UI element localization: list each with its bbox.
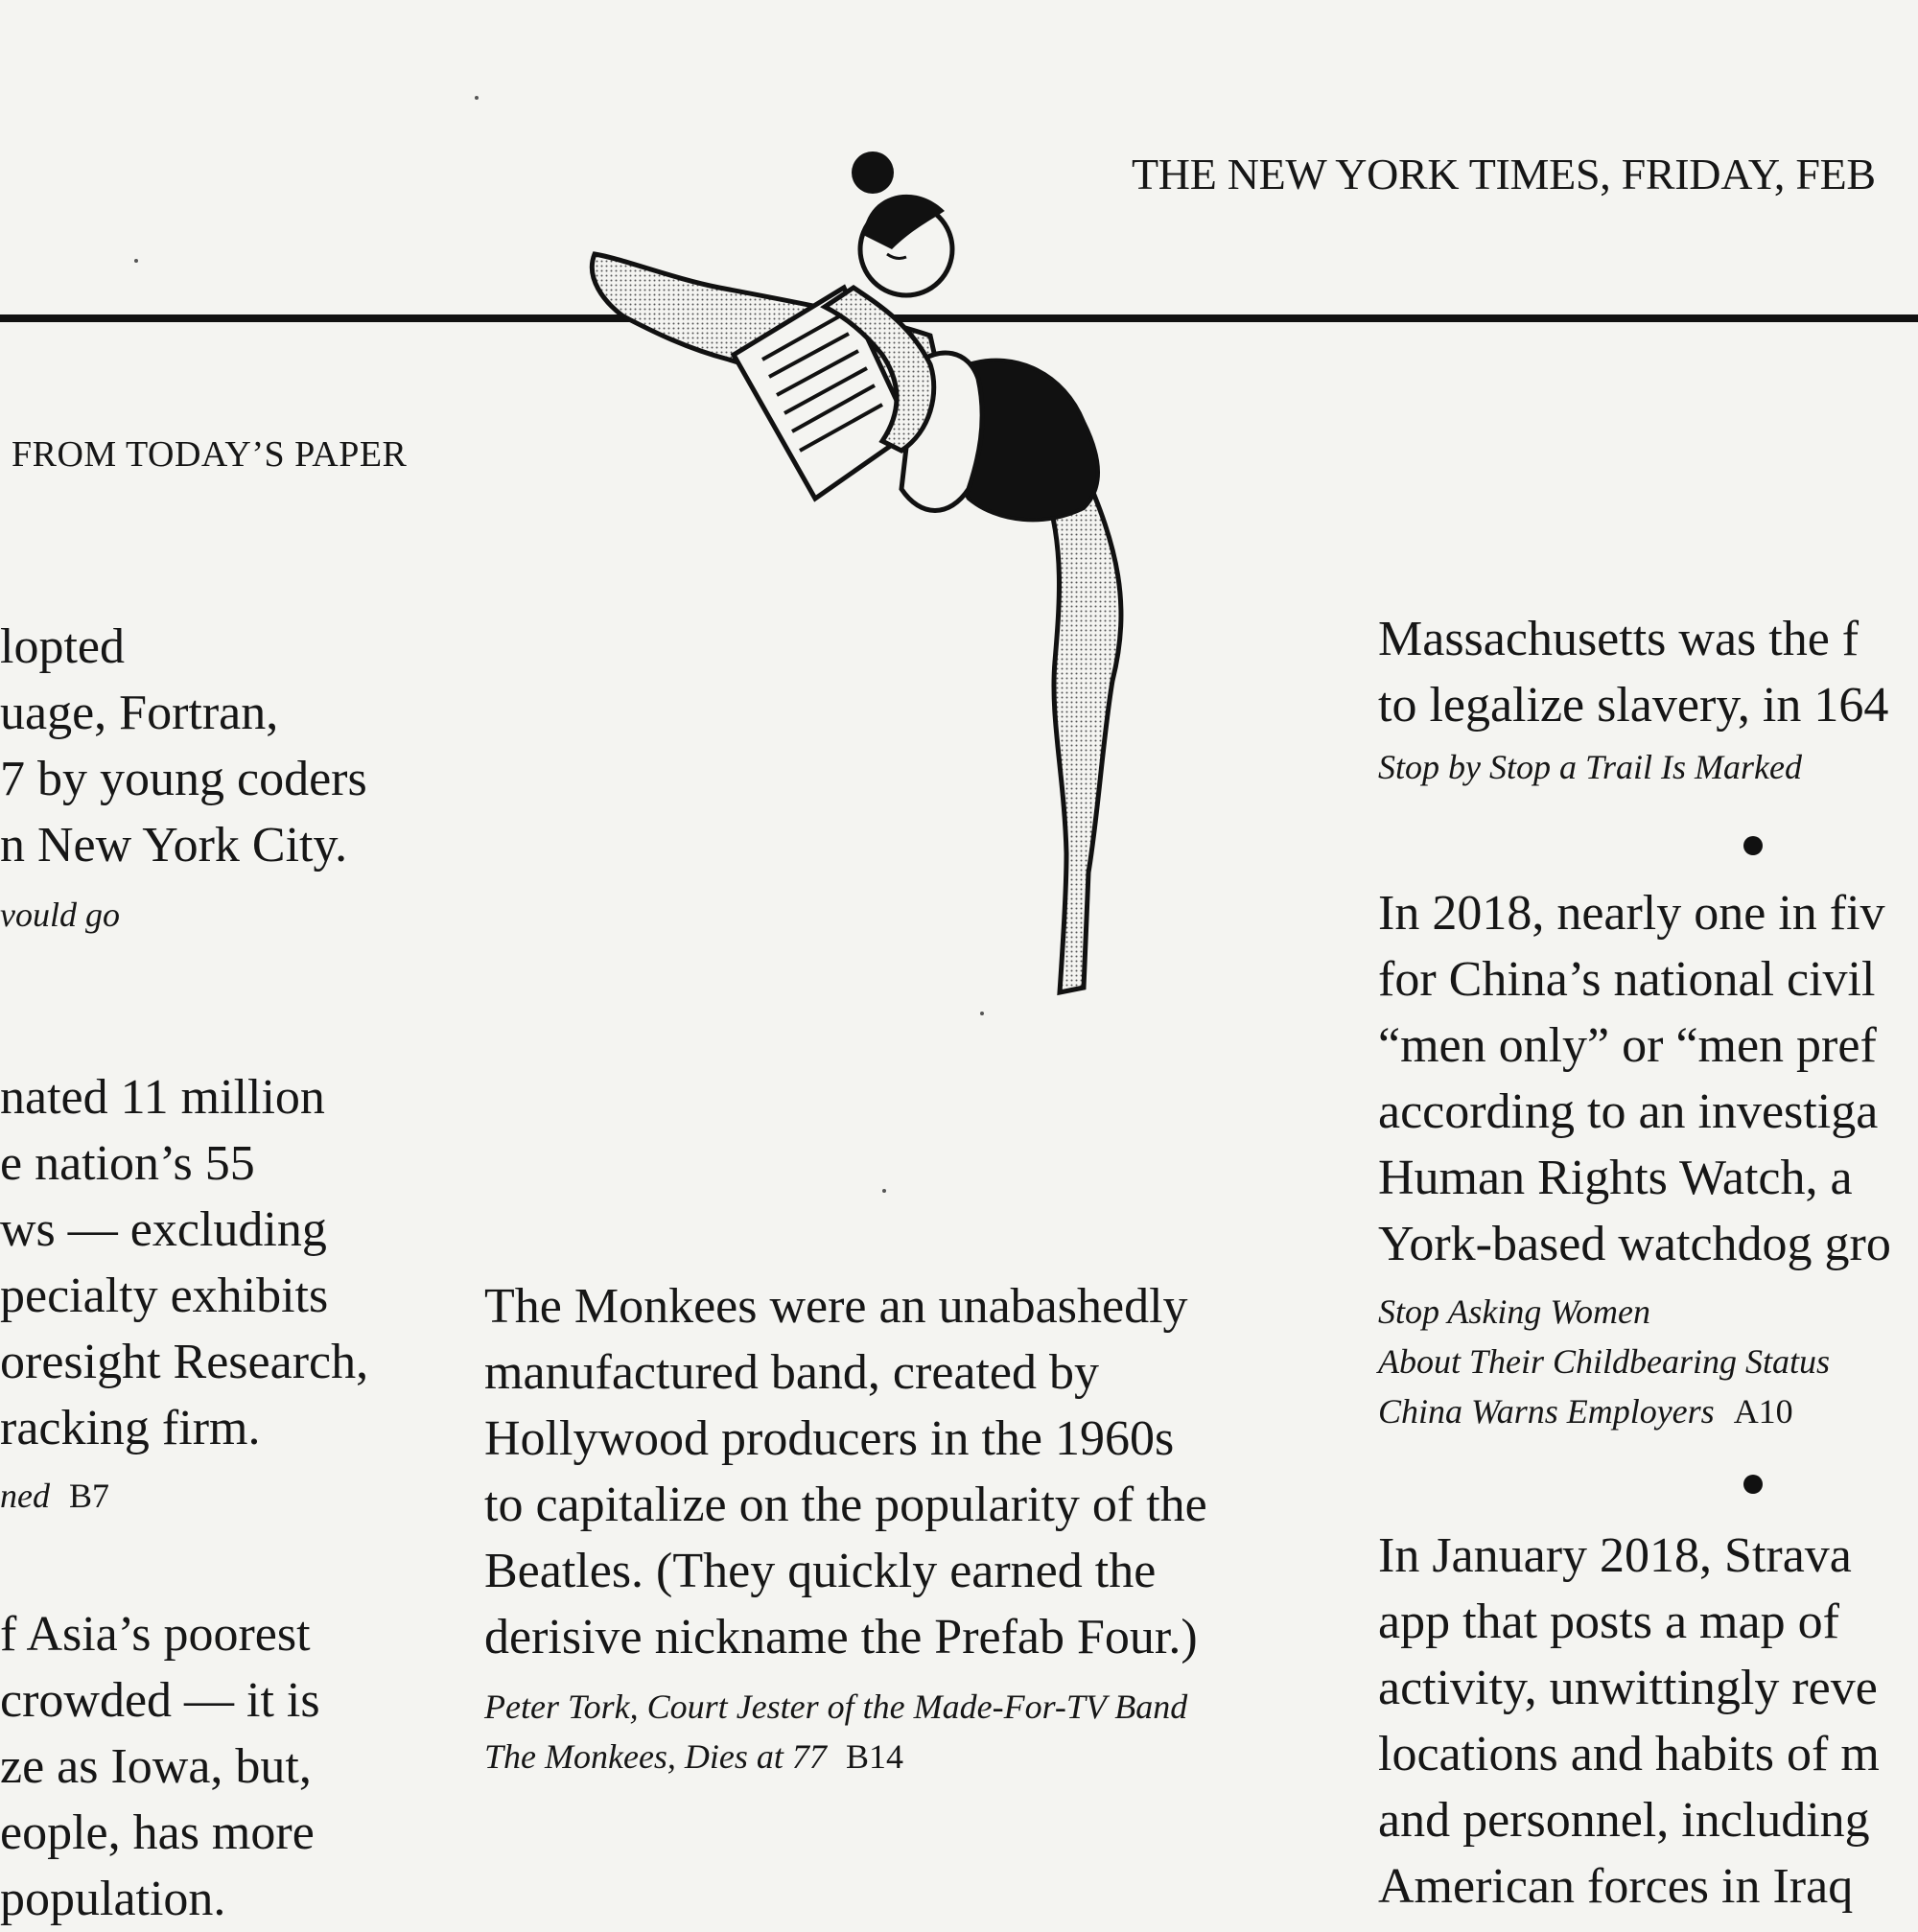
- left-item3-line: ze as Iowa, but,: [0, 1739, 312, 1794]
- center-column: [484, 1273, 1207, 1781]
- center-ref-line: [484, 1732, 1207, 1781]
- right-item2-line: according to an investiga: [1378, 1084, 1879, 1139]
- center-ref-text: The Monkees, Dies at 77: [484, 1737, 827, 1776]
- center-line: to capitalize on the popularity of the: [484, 1478, 1207, 1532]
- right-item2-ref-line: About Their Childbearing Status: [1378, 1342, 1831, 1381]
- center-line: The Monkees were an unabashedly: [484, 1279, 1188, 1334]
- left-item2-ref-text: ned: [0, 1477, 50, 1515]
- paper-speck: [475, 96, 479, 100]
- hair-bun: [852, 151, 894, 194]
- right-item1-ref: Stop by Stop a Trail Is Marked: [1378, 748, 1802, 786]
- right-item2-line: In 2018, nearly one in fiv: [1378, 886, 1885, 941]
- right-item1-line: Massachusetts was the f: [1378, 612, 1860, 666]
- reading-woman-illustration: [566, 144, 1237, 1026]
- left-item2-ref: [0, 1471, 368, 1521]
- right-item2-line: “men only” or “men pref: [1378, 1018, 1877, 1073]
- left-item2-line: oresight Research,: [0, 1335, 369, 1389]
- masthead: THE NEW YORK TIMES, FRIDAY, FEB: [1132, 150, 1876, 198]
- left-item2-line: nated 11 million: [0, 1070, 325, 1125]
- left-item1-line: 7 by young coders: [0, 752, 367, 806]
- separator-dot: [1743, 836, 1763, 855]
- paper-speck: [134, 259, 138, 263]
- right-item2-line: Human Rights Watch, a: [1378, 1151, 1853, 1205]
- left-item1-line: lopted: [0, 619, 125, 674]
- left-item2-line: pecialty exhibits: [0, 1269, 329, 1323]
- right-item2-line: York-based watchdog gro: [1378, 1217, 1891, 1271]
- center-line: manufactured band, created by: [484, 1345, 1100, 1400]
- left-item3-line: population.: [0, 1872, 226, 1926]
- right-item-3: [1378, 1523, 1880, 1920]
- left-item1-line: n New York City.: [0, 818, 348, 873]
- left-item3-line: crowded — it is: [0, 1673, 320, 1728]
- center-line: Beatles. (They quickly earned the: [484, 1544, 1157, 1598]
- standing-leg: [1045, 470, 1121, 992]
- right-item-1: [1378, 606, 1888, 792]
- left-item1-line: uage, Fortran,: [0, 686, 279, 740]
- paper-speck: [882, 1189, 886, 1193]
- paper-speck: [980, 1012, 984, 1015]
- right-item1-line: to legalize slavery, in 164: [1378, 678, 1889, 733]
- left-item3-line: f Asia’s poorest: [0, 1607, 311, 1662]
- right-item3-line: and personnel, including: [1378, 1793, 1870, 1848]
- left-item2-line: ws — excluding: [0, 1202, 327, 1257]
- right-item2-ref-line: Stop Asking Women: [1378, 1292, 1650, 1331]
- right-item2-page: A10: [1733, 1392, 1793, 1431]
- left-item3-line: eople, has more: [0, 1805, 315, 1860]
- right-item-2: [1378, 880, 1891, 1436]
- left-item-3: [0, 1601, 320, 1932]
- left-item-2: [0, 1064, 368, 1521]
- right-item2-ref-text: China Warns Employers: [1378, 1392, 1715, 1431]
- left-item2-line: e nation’s 55: [0, 1136, 255, 1191]
- center-ref-line: Peter Tork, Court Jester of the Made-For-TV Band: [484, 1688, 1188, 1726]
- separator-dot: [1743, 1475, 1763, 1494]
- right-item3-line: American forces in Iraq: [1378, 1859, 1854, 1914]
- left-column: [0, 614, 367, 940]
- right-item3-line: app that posts a map of: [1378, 1594, 1839, 1649]
- left-item2-line: racking firm.: [0, 1401, 261, 1455]
- center-line: Hollywood producers in the 1960s: [484, 1411, 1175, 1466]
- right-item3-line: activity, unwittingly reve: [1378, 1661, 1878, 1715]
- right-item3-line: In January 2018, Strava: [1378, 1528, 1852, 1583]
- center-page: B14: [845, 1737, 903, 1776]
- left-item-1: [0, 614, 367, 940]
- left-item1-ref: vould go: [0, 896, 120, 934]
- right-item3-line: locations and habits of m: [1378, 1727, 1880, 1781]
- section-label: FROM TODAY’S PAPER: [12, 434, 408, 475]
- right-item2-line: for China’s national civil: [1378, 952, 1876, 1007]
- right-item2-ref-line: [1378, 1386, 1891, 1436]
- left-item2-page: B7: [68, 1477, 109, 1515]
- center-line: derisive nickname the Prefab Four.): [484, 1610, 1198, 1664]
